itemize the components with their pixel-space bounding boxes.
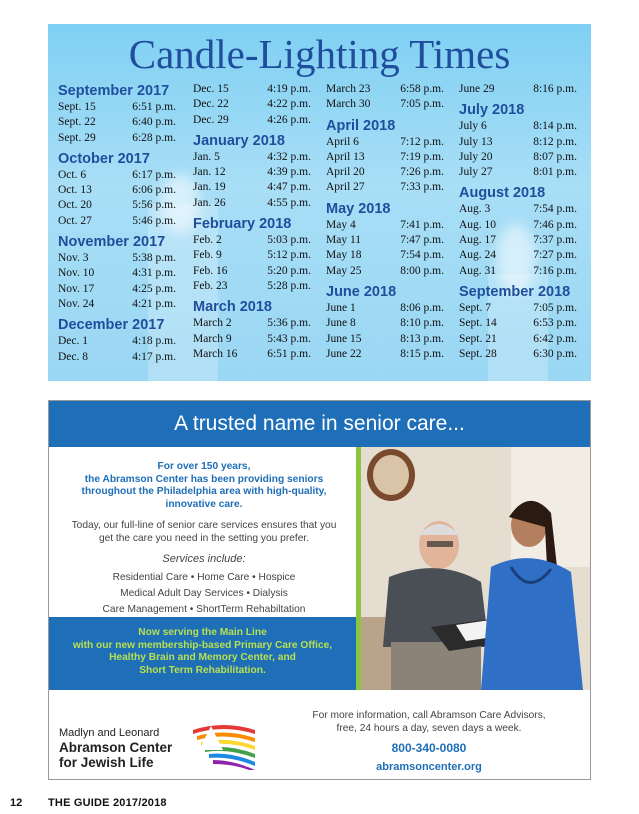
schedule-time: 4:47 p.m. — [267, 181, 311, 194]
schedule-time: 5:56 p.m. — [132, 199, 176, 212]
schedule-row — [58, 214, 176, 229]
schedule-date: April 6 — [326, 135, 359, 148]
schedule-date: Sept. 28 — [459, 347, 497, 360]
schedule-row — [326, 347, 444, 362]
schedule-date: Jan. 26 — [193, 196, 226, 209]
schedule-row — [459, 332, 577, 347]
services-line: Medical Adult Day Services • Dialysis — [120, 588, 288, 599]
schedule-time: 4:21 p.m. — [132, 297, 176, 310]
logo-line: for Jewish Life — [59, 755, 154, 770]
logo-line: Madlyn and Leonard — [59, 727, 160, 739]
schedule-row — [193, 82, 311, 97]
schedule-date: Dec. 15 — [193, 83, 229, 95]
schedule-date: Dec. 8 — [58, 350, 89, 363]
schedule-date: Nov. 24 — [58, 297, 95, 310]
intro-line: innovative care. — [165, 498, 243, 510]
schedule-row — [459, 218, 577, 233]
schedule-time: 6:58 p.m. — [400, 83, 444, 95]
schedule-date: July 6 — [459, 120, 487, 133]
schedule-time: 7:16 p.m. — [533, 264, 577, 277]
schedule-time: 6:06 p.m. — [132, 184, 176, 197]
main-line-banner — [49, 617, 356, 690]
schedule-time: 7:27 p.m. — [533, 249, 577, 262]
schedule-date: April 20 — [326, 166, 365, 179]
schedule-date: Feb. 23 — [193, 279, 228, 292]
schedule-date: Sept. 21 — [459, 332, 497, 345]
intro-text: has been providing seniors — [187, 473, 324, 485]
schedule-row — [326, 150, 444, 165]
schedule-date: March 9 — [193, 332, 232, 345]
schedule-time: 6:42 p.m. — [533, 332, 577, 345]
schedule-row — [193, 165, 311, 180]
schedule-date: June 8 — [326, 317, 356, 330]
schedule-row — [58, 282, 176, 297]
schedule-time: 5:46 p.m. — [132, 214, 176, 227]
schedule-date: Nov. 3 — [58, 252, 89, 265]
schedule-row — [193, 248, 311, 263]
schedule-date: Sept. 7 — [459, 301, 491, 314]
schedule-time: 7:47 p.m. — [400, 234, 444, 247]
ad-body — [49, 447, 359, 617]
schedule-time: 5:28 p.m. — [267, 279, 311, 292]
schedule-time: 6:28 p.m. — [132, 131, 176, 144]
schedule-time: 8:15 p.m. — [400, 347, 444, 360]
schedule-row — [459, 165, 577, 180]
schedule-row — [193, 279, 311, 294]
candle-lighting-panel — [48, 24, 591, 381]
schedule-row — [58, 115, 176, 130]
schedule-date: July 27 — [459, 166, 493, 179]
schedule-row — [193, 113, 311, 128]
ad-headline: A trusted name in senior care... — [49, 401, 590, 447]
schedule-date: May 25 — [326, 264, 362, 277]
month-heading: September 2017 — [58, 83, 170, 99]
schedule-time: 7:12 p.m. — [400, 135, 444, 148]
schedule-column-2 — [193, 82, 311, 362]
schedule-row — [326, 165, 444, 180]
schedule-date: June 22 — [326, 347, 362, 360]
schedule-row — [193, 150, 311, 165]
schedule-row — [326, 180, 444, 195]
schedule-date: Dec. 29 — [193, 113, 229, 126]
schedule-date: Dec. 22 — [193, 98, 229, 111]
month-heading: May 2018 — [326, 200, 391, 217]
abramson-logo-text — [59, 726, 172, 770]
contact-line: For more information, call Abramson Care Advisors, — [312, 710, 546, 721]
schedule-row — [58, 168, 176, 183]
ad-footer — [49, 690, 590, 779]
schedule-date: March 16 — [193, 347, 238, 360]
schedule-date: Aug. 31 — [459, 264, 497, 277]
today-line: get the care you need in the setting you prefer. — [98, 532, 310, 544]
schedule-date: May 4 — [326, 218, 356, 231]
schedule-row — [326, 248, 444, 263]
schedule-time: 7:37 p.m. — [533, 234, 577, 247]
schedule-time: 6:53 p.m. — [533, 317, 577, 330]
schedule-date: Nov. 17 — [58, 282, 95, 295]
schedule-time: 7:26 p.m. — [400, 166, 444, 179]
schedule-time: 4:55 p.m. — [267, 196, 311, 209]
schedule-row — [459, 347, 577, 362]
schedule-row — [193, 196, 311, 211]
schedule-date: March 23 — [326, 83, 371, 95]
schedule-time: 5:43 p.m. — [267, 332, 311, 345]
schedule-row — [193, 264, 311, 279]
schedule-date: July 20 — [459, 150, 493, 163]
schedule-row — [58, 100, 176, 115]
schedule-row — [459, 135, 577, 150]
logo-line: Abramson Center — [59, 740, 173, 755]
schedule-date: June 1 — [326, 301, 356, 314]
website-link[interactable]: abramsoncenter.org — [376, 761, 482, 773]
schedule-row — [193, 316, 311, 331]
schedule-time: 7:41 p.m. — [400, 218, 444, 231]
schedule-row — [459, 248, 577, 263]
page-title: Candle-Lighting Times — [128, 31, 511, 77]
month-heading: April 2018 — [326, 117, 396, 134]
schedule-row — [58, 266, 176, 281]
month-heading: October 2017 — [58, 150, 150, 167]
schedule-time: 5:36 p.m. — [267, 317, 311, 330]
intro-line: For over 150 years, — [157, 461, 251, 472]
schedule-row — [58, 334, 176, 349]
schedule-date: Oct. 27 — [58, 214, 92, 227]
month-heading: June 2018 — [326, 283, 397, 300]
schedule-time: 4:19 p.m. — [267, 83, 311, 95]
schedule-time: 5:38 p.m. — [132, 252, 176, 265]
schedule-time: 4:31 p.m. — [132, 267, 176, 280]
services-heading: Services include: — [162, 553, 246, 565]
schedule-row — [459, 233, 577, 248]
schedule-row — [193, 180, 311, 195]
schedule-time: 8:10 p.m. — [400, 317, 444, 330]
schedule-time: 7:05 p.m. — [533, 301, 577, 314]
schedule-row — [58, 183, 176, 198]
intro-line — [49, 474, 359, 487]
phone-number[interactable]: 800-340-0080 — [391, 741, 467, 755]
org-name: the Abramson Center — [84, 473, 188, 485]
contact-info — [279, 710, 579, 773]
schedule-time: 8:13 p.m. — [400, 332, 444, 345]
schedule-time: 8:07 p.m. — [533, 150, 577, 163]
schedule-time: 6:51 p.m. — [132, 101, 176, 113]
schedule-row — [193, 97, 311, 112]
banner-line: Short Term Rehabilitation. — [139, 664, 266, 676]
abramson-ad — [48, 400, 591, 780]
schedule-row — [326, 135, 444, 150]
schedule-row — [459, 150, 577, 165]
schedule-date: Dec. 1 — [58, 335, 89, 348]
schedule-date: Oct. 20 — [58, 199, 92, 212]
month-heading: November 2017 — [58, 234, 166, 251]
schedule-date: Sept. 14 — [459, 317, 497, 330]
banner-line: with our new membership-based Primary Care Office, — [72, 639, 333, 651]
schedule-time: 4:25 p.m. — [132, 282, 176, 295]
schedule-date: April 27 — [326, 181, 365, 194]
schedule-date: Jan. 5 — [193, 150, 220, 163]
month-heading: September 2018 — [459, 283, 571, 300]
schedule-date: Sept. 29 — [58, 131, 96, 144]
month-heading: December 2017 — [58, 317, 165, 334]
caregiver-photo — [361, 447, 590, 690]
schedule-date: Jan. 12 — [193, 166, 226, 179]
schedule-row — [326, 97, 444, 112]
schedule-time: 6:17 p.m. — [132, 168, 176, 181]
schedule-date: June 29 — [459, 83, 495, 95]
schedule-row — [459, 316, 577, 331]
schedule-time: 4:18 p.m. — [132, 335, 176, 348]
contact-line: free, 24 hours a day, seven days a week. — [336, 722, 522, 734]
schedule-date: Aug. 24 — [459, 249, 497, 262]
schedule-row — [459, 119, 577, 134]
schedule-time: 8:12 p.m. — [533, 135, 577, 148]
schedule-row — [193, 233, 311, 248]
schedule-row — [326, 301, 444, 316]
schedule-time: 8:14 p.m. — [533, 120, 577, 133]
today-line: Today, our full-line of senior care services ensures that you — [71, 520, 337, 531]
schedule-time: 6:40 p.m. — [132, 116, 176, 129]
schedule-time: 4:26 p.m. — [267, 113, 311, 126]
schedule-time: 8:01 p.m. — [533, 166, 577, 179]
month-heading: January 2018 — [193, 132, 285, 149]
schedule-time: 7:05 p.m. — [400, 98, 444, 111]
schedule-date: Feb. 16 — [193, 264, 228, 277]
schedule-date: April 13 — [326, 150, 365, 163]
schedule-row — [459, 202, 577, 217]
schedule-row — [58, 198, 176, 213]
intro-line: throughout the Philadelphia area with high-quality, — [81, 486, 327, 497]
schedule-time: 8:00 p.m. — [400, 264, 444, 277]
schedule-time: 4:39 p.m. — [267, 166, 311, 179]
schedule-date: March 30 — [326, 98, 371, 111]
schedule-time: 6:51 p.m. — [267, 347, 311, 360]
schedule-date: Jan. 19 — [193, 181, 226, 194]
schedule-time: 5:20 p.m. — [267, 264, 311, 277]
schedule-time: 7:54 p.m. — [533, 203, 577, 216]
schedule-date: Aug. 17 — [459, 234, 497, 247]
schedule-row — [326, 264, 444, 279]
services-line: Care Management • ShortTerm Rehabiltation — [102, 604, 306, 615]
schedule-time: 7:54 p.m. — [400, 249, 444, 262]
schedule-time: 7:19 p.m. — [400, 150, 444, 163]
schedule-row — [193, 332, 311, 347]
schedule-date: Oct. 6 — [58, 168, 87, 181]
schedule-row — [326, 316, 444, 331]
schedule-row — [459, 82, 577, 97]
schedule-column-3 — [326, 82, 444, 362]
schedule-date: July 13 — [459, 135, 493, 148]
schedule-time: 8:06 p.m. — [400, 301, 444, 314]
schedule-date: Oct. 13 — [58, 184, 92, 197]
schedule-time: 5:12 p.m. — [267, 249, 311, 262]
schedule-column-4 — [459, 82, 577, 362]
month-heading: March 2018 — [193, 299, 272, 316]
schedule-date: March 2 — [193, 317, 232, 330]
schedule-date: Feb. 9 — [193, 249, 222, 262]
photo-illustration — [361, 447, 590, 690]
publication-title: THE GUIDE 2017/2018 — [48, 797, 167, 809]
schedule-row — [193, 347, 311, 362]
schedule-date: May 18 — [326, 249, 362, 262]
schedule-row — [326, 82, 444, 97]
banner-line: Now serving the Main Line — [138, 627, 267, 638]
schedule-row — [58, 297, 176, 312]
page-number: 12 — [10, 797, 23, 809]
schedule-date: Nov. 10 — [58, 267, 95, 280]
schedule-row — [459, 264, 577, 279]
services-line: Residential Care • Home Care • Hospice — [112, 572, 296, 583]
schedule-date: Sept. 15 — [58, 101, 96, 113]
schedule-date: June 15 — [326, 332, 362, 345]
schedule-date: Aug. 10 — [459, 218, 497, 231]
rainbow-logo-icon — [189, 720, 259, 770]
schedule-row — [326, 218, 444, 233]
schedule-row — [326, 332, 444, 347]
schedule-date: Sept. 22 — [58, 116, 96, 129]
month-heading: August 2018 — [459, 185, 546, 202]
schedule-time: 7:33 p.m. — [400, 181, 444, 194]
schedule-date: Feb. 2 — [193, 234, 222, 247]
schedule-time: 4:22 p.m. — [267, 98, 311, 111]
schedule-time: 4:32 p.m. — [267, 150, 311, 163]
month-heading: February 2018 — [193, 216, 292, 233]
schedule-row — [58, 350, 176, 365]
month-heading: July 2018 — [459, 102, 525, 119]
schedule-row — [459, 301, 577, 316]
schedule-time: 8:16 p.m. — [533, 83, 577, 95]
schedule-column-1 — [58, 82, 176, 365]
schedule-time: 6:30 p.m. — [533, 347, 577, 360]
schedule-row — [58, 131, 176, 146]
schedule-row — [326, 233, 444, 248]
schedule-row — [58, 251, 176, 266]
banner-line: Healthy Brain and Memory Center, and — [109, 652, 296, 663]
schedule-time: 5:03 p.m. — [267, 234, 311, 247]
schedule-time: 7:46 p.m. — [533, 218, 577, 231]
schedule-date: Aug. 3 — [459, 203, 491, 216]
schedule-time: 4:17 p.m. — [132, 350, 176, 363]
schedule-date: May 11 — [326, 234, 362, 247]
